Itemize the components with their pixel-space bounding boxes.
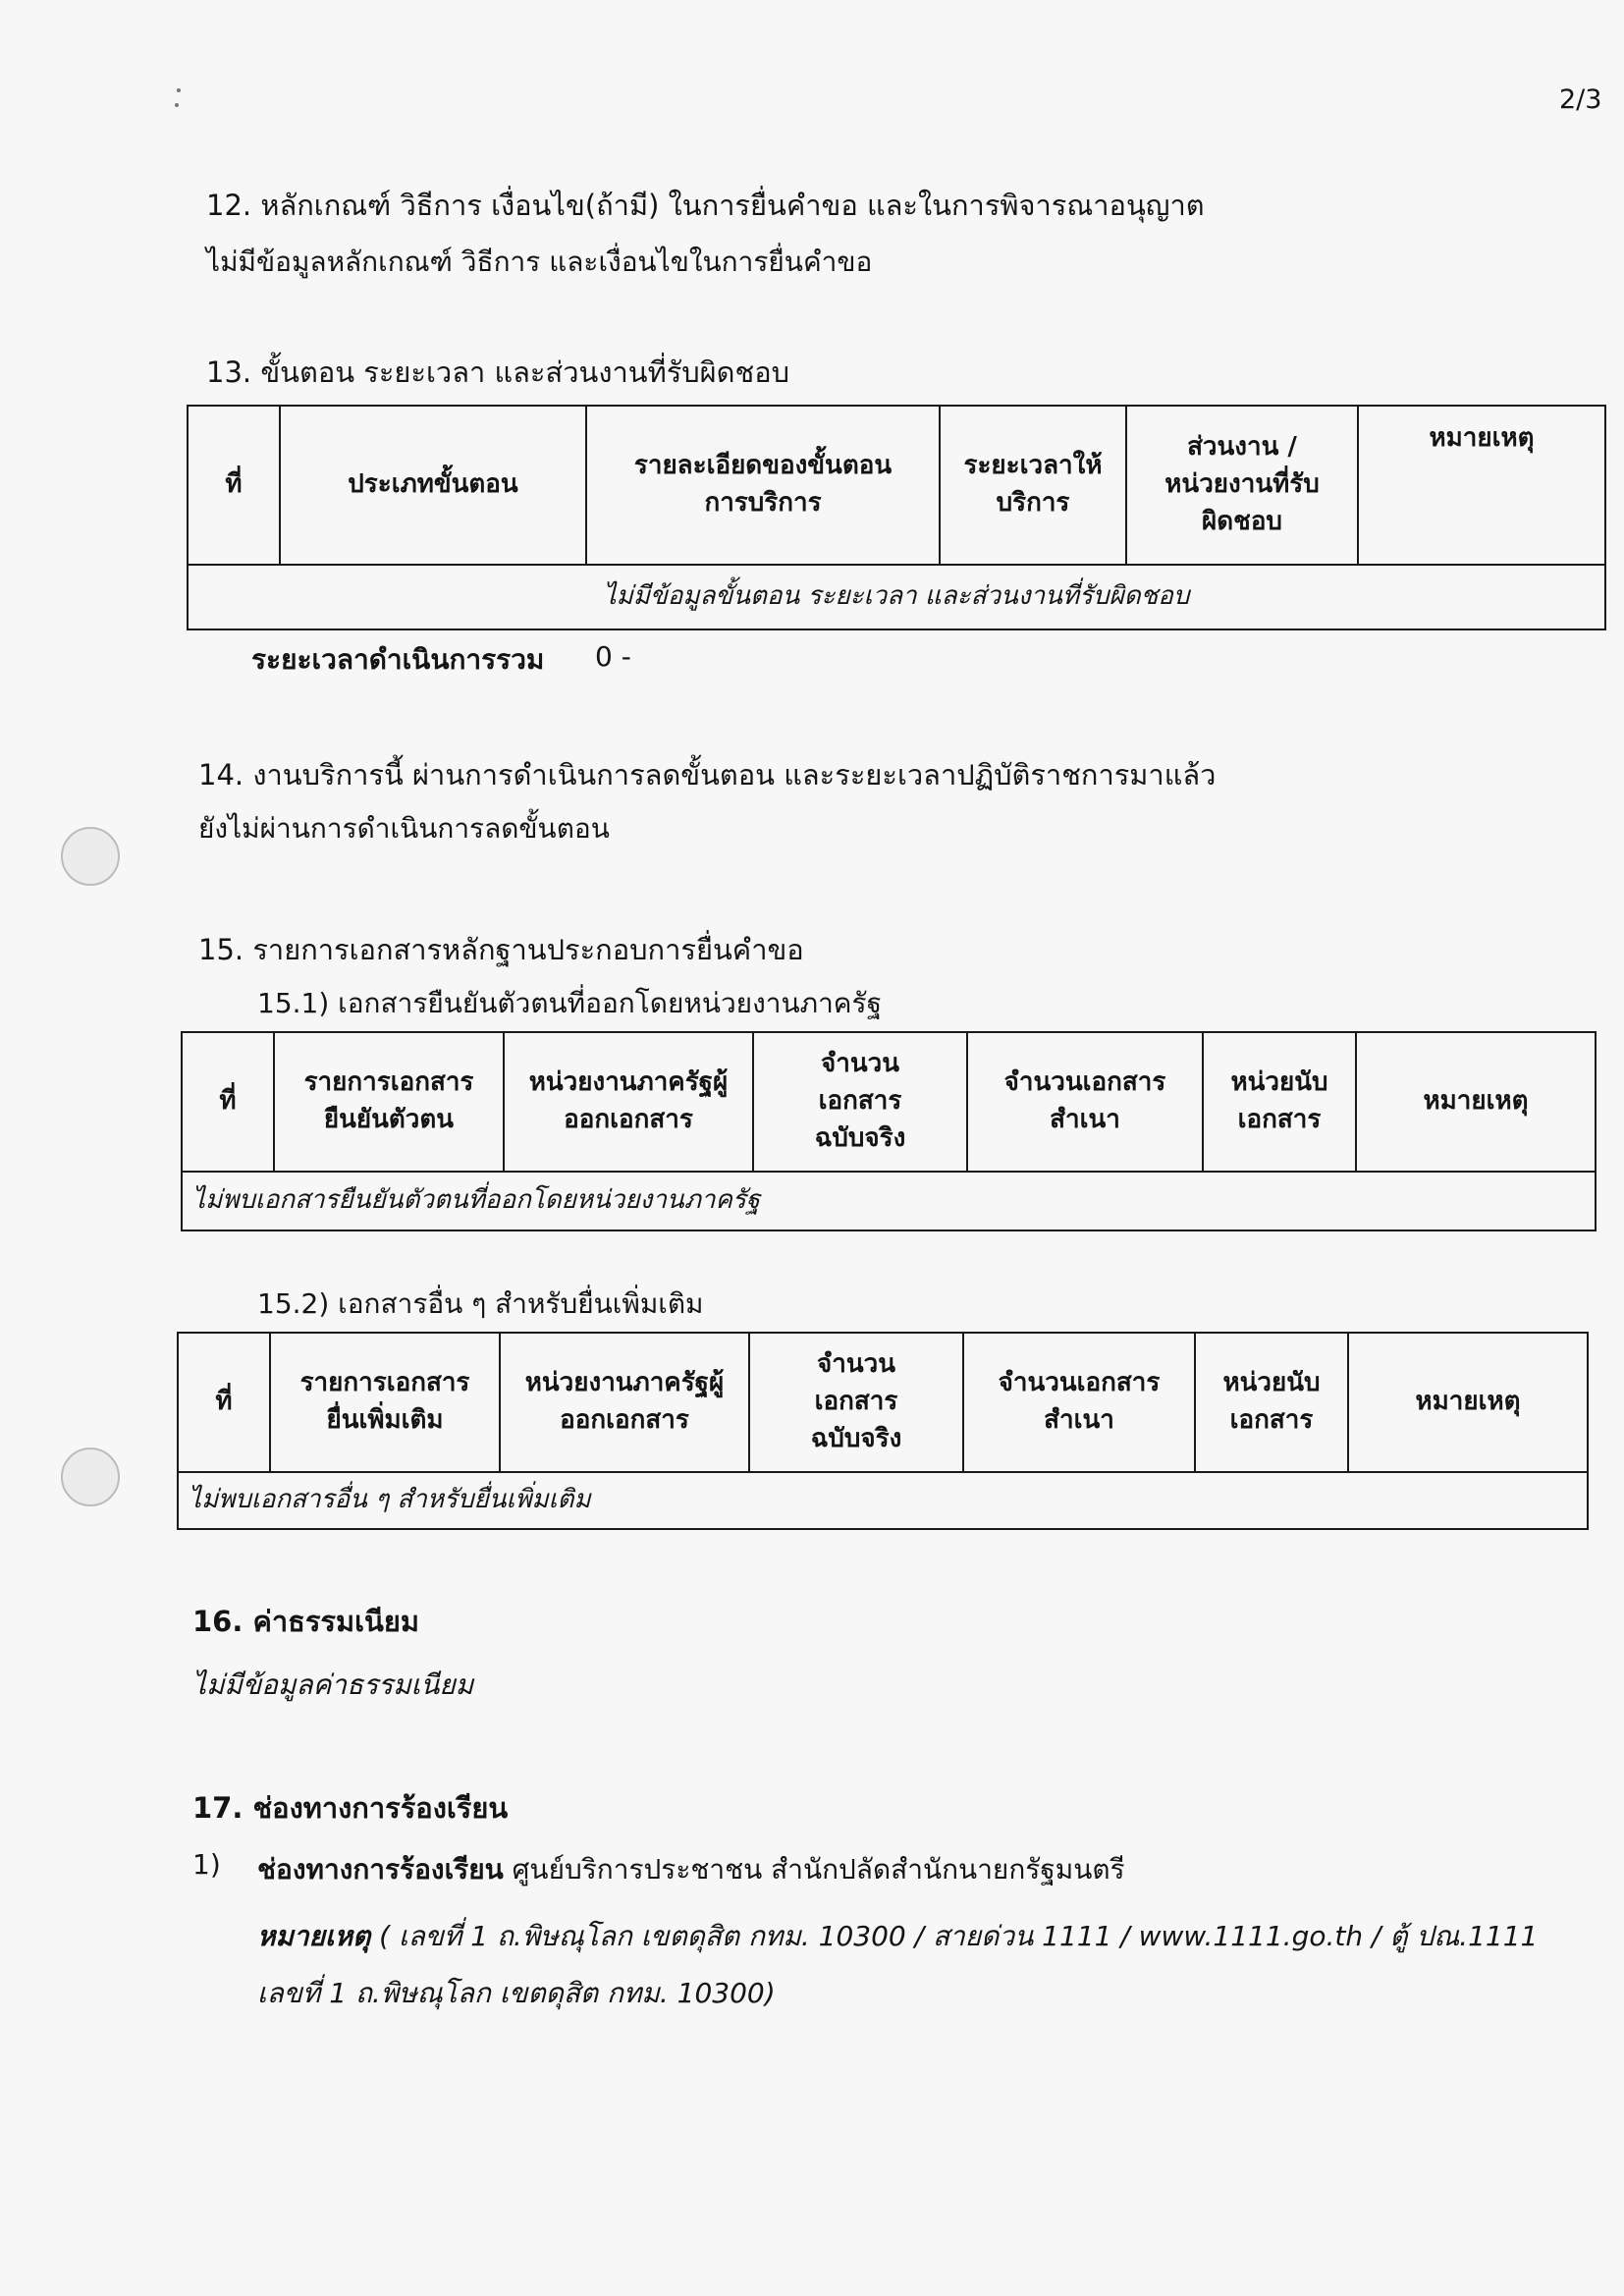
col-header: หน่วยนับเอกสาร xyxy=(1203,1032,1356,1172)
col-header: ส่วนงาน / หน่วยงานที่รับผิดชอบ xyxy=(1126,406,1358,565)
identity-docs-table xyxy=(181,1031,1597,1231)
section-12-text: ไม่มีข้อมูลหลักเกณฑ์ วิธีการ และเงื่อนไขในการยื่นคำขอ xyxy=(206,246,873,278)
col-header: รายละเอียดของขั้นตอนการบริการ xyxy=(586,406,940,565)
col-header: ระยะเวลาให้บริการ xyxy=(940,406,1126,565)
section-17-heading: 17. ช่องทางการร้องเรียน xyxy=(192,1791,509,1825)
page-number: 2/3 xyxy=(1559,84,1602,115)
complaint-note-line-1 xyxy=(257,1915,1538,1958)
section-15-heading: 15. รายการเอกสารหลักฐานประกอบการยื่นคำขอ xyxy=(198,933,804,966)
section-15-2-title: 15.2) เอกสารอื่น ๆ สำหรับยื่นเพิ่มเติม xyxy=(257,1287,704,1320)
section-15-1-title: 15.1) เอกสารยืนยันตัวตนที่ออกโดยหน่วยงานภาครัฐ xyxy=(257,987,883,1019)
col-header: ที่ xyxy=(188,406,280,565)
section-16-heading: 16. ค่าธรรมเนียม xyxy=(192,1605,419,1638)
col-header: จำนวนเอกสารฉบับจริง xyxy=(753,1032,967,1172)
table-header-row xyxy=(182,1032,1596,1172)
complaint-item-label: ช่องทางการร้องเรียน xyxy=(257,1853,504,1886)
section-14-text: ยังไม่ผ่านการดำเนินการลดขั้นตอน xyxy=(198,812,610,845)
complaint-item xyxy=(257,1848,1125,1891)
col-header: จำนวนเอกสารฉบับจริง xyxy=(749,1333,963,1472)
section-16-text: ไม่มีข้อมูลค่าธรรมเนียม xyxy=(192,1668,474,1701)
col-header: หมายเหตุ xyxy=(1348,1333,1588,1472)
col-header: จำนวนเอกสารสำเนา xyxy=(967,1032,1203,1172)
total-time-value: 0 - xyxy=(595,640,631,673)
complaint-item-number: 1) xyxy=(192,1848,221,1881)
col-header: ที่ xyxy=(182,1032,274,1172)
table-row xyxy=(182,1172,1596,1230)
col-header: หมายเหตุ xyxy=(1356,1032,1596,1172)
empty-row-text: ไม่มีข้อมูลขั้นตอน ระยะเวลา และส่วนงานที่รับผิดชอบ xyxy=(188,565,1605,629)
empty-row-text: ไม่พบเอกสารอื่น ๆ สำหรับยื่นเพิ่มเติม xyxy=(178,1472,1588,1529)
section-12-heading: 12. หลักเกณฑ์ วิธีการ เงื่อนไข(ถ้ามี) ในการยื่นคำขอ และในการพิจารณาอนุญาต xyxy=(206,189,1205,222)
table-row xyxy=(188,565,1605,629)
total-time-label: ระยะเวลาดำเนินการรวม xyxy=(251,643,545,676)
col-header: ที่ xyxy=(178,1333,270,1472)
col-header: รายการเอกสารยืนยันตัวตน xyxy=(274,1032,504,1172)
table-header-row xyxy=(188,406,1605,565)
col-header: ประเภทขั้นตอน xyxy=(280,406,586,565)
col-header: หน่วยงานภาครัฐผู้ออกเอกสาร xyxy=(500,1333,749,1472)
col-header: จำนวนเอกสารสำเนา xyxy=(963,1333,1195,1472)
section-13-heading: 13. ขั้นตอน ระยะเวลา และส่วนงานที่รับผิดชอบ xyxy=(206,355,790,389)
complaint-note-label: หมายเหตุ xyxy=(257,1920,371,1952)
punch-hole xyxy=(61,827,120,886)
empty-row-text: ไม่พบเอกสารยืนยันตัวตนที่ออกโดยหน่วยงานภาครัฐ xyxy=(182,1172,1596,1230)
complaint-note-text: ( เลขที่ 1 ถ.พิษณุโลก เขตดุสิต กทม. 10300 / สายด่วน 1111 / www.1111.go.th / ตู้ ปณ.1111 xyxy=(379,1920,1539,1952)
scan-speck xyxy=(177,88,181,92)
punch-hole xyxy=(61,1448,120,1506)
section-14-heading: 14. งานบริการนี้ ผ่านการดำเนินการลดขั้นตอน และระยะเวลาปฏิบัติราชการมาแล้ว xyxy=(198,758,1217,792)
col-header: หน่วยงานภาครัฐผู้ออกเอกสาร xyxy=(504,1032,753,1172)
table-header-row xyxy=(178,1333,1588,1472)
additional-docs-table xyxy=(177,1332,1589,1530)
col-header: รายการเอกสารยื่นเพิ่มเติม xyxy=(270,1333,500,1472)
scan-speck xyxy=(175,103,179,107)
col-header: หน่วยนับเอกสาร xyxy=(1195,1333,1348,1472)
steps-table xyxy=(187,405,1606,630)
complaint-item-text: ศูนย์บริการประชาชน สำนักปลัดสำนักนายกรัฐมนตรี xyxy=(512,1853,1125,1886)
complaint-note-line-2: เลขที่ 1 ถ.พิษณุโลก เขตดุสิต กทม. 10300) xyxy=(257,1977,776,2009)
col-header: หมายเหตุ xyxy=(1358,406,1605,565)
table-row xyxy=(178,1472,1588,1529)
